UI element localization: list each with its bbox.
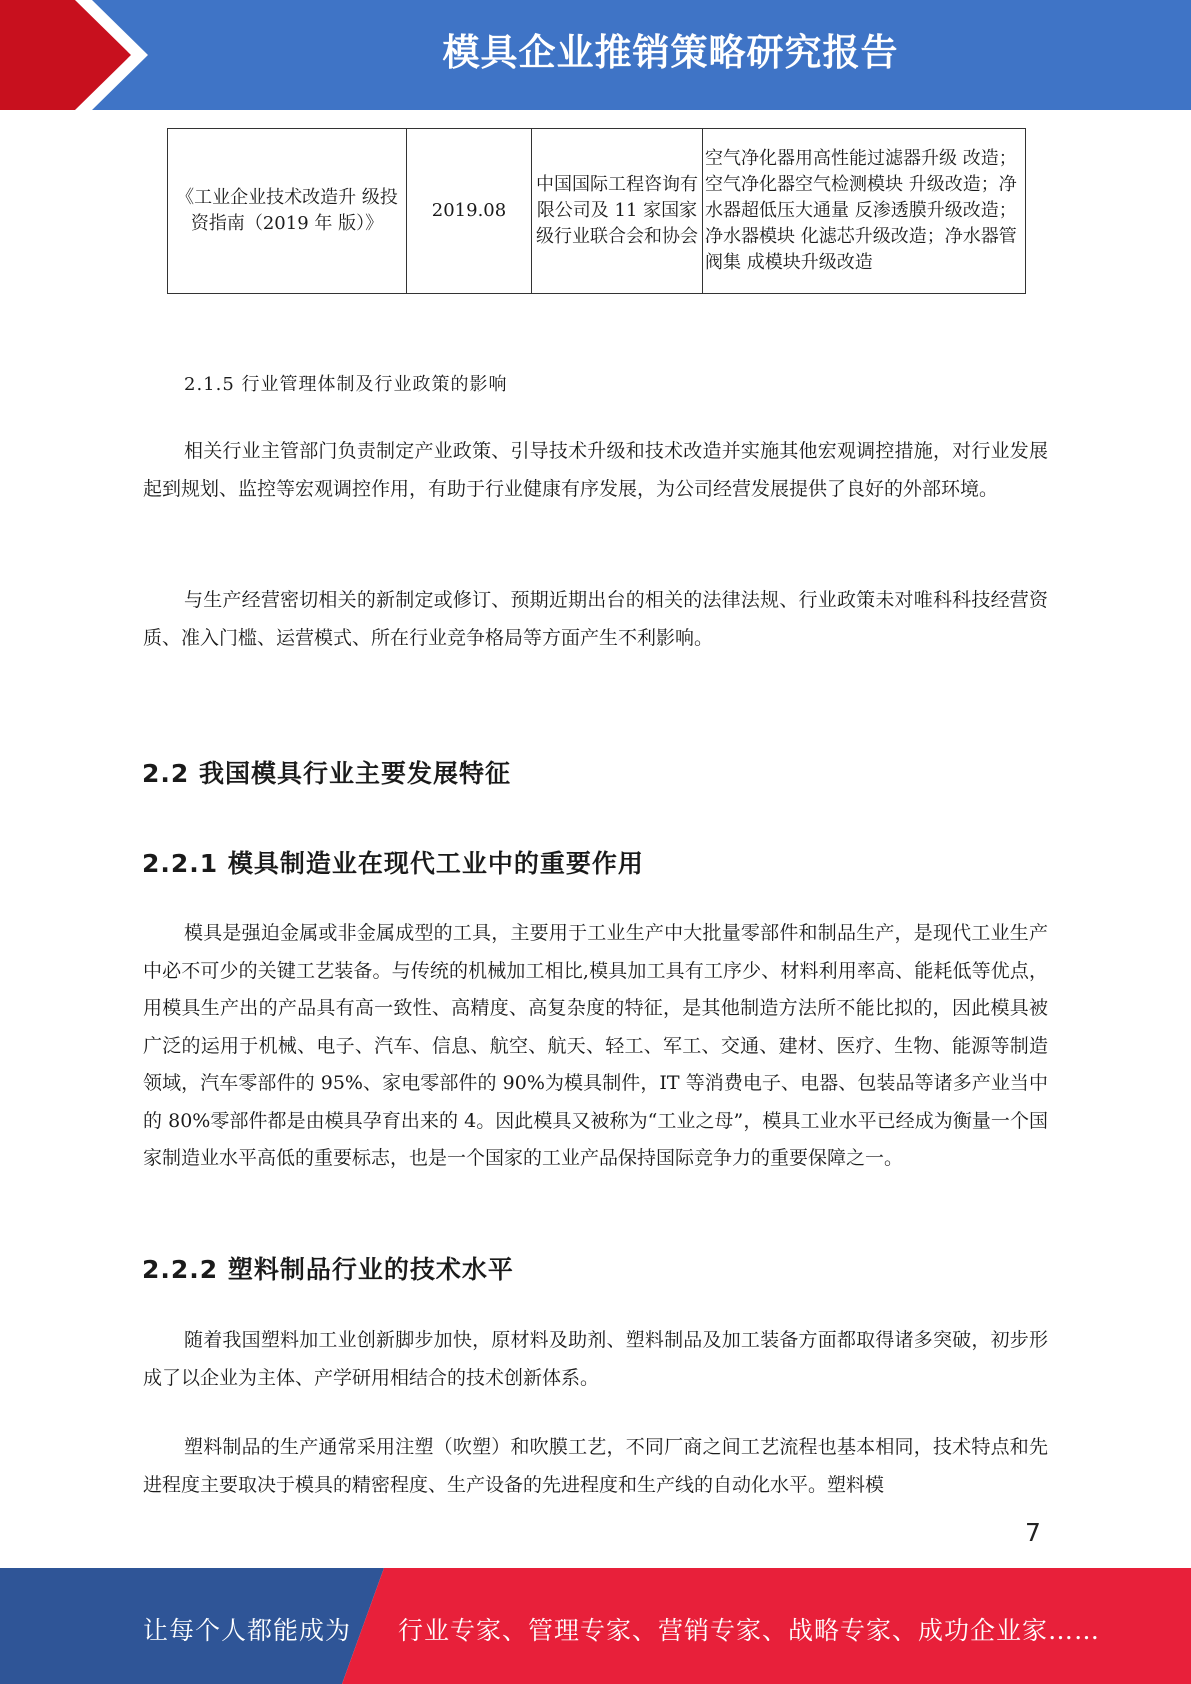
section-2-2-1-paragraph: 模具是强迫金属或非金属成型的工具，主要用于工业生产中大批量零部件和制品生产，是现代工业生产中必不可少的关键工艺装备。与传统的机械加工相比,模具加工具有工序少、材料利用率高、能耗低等优点，用模具生产出的产品具有高一致性、高精度、高复杂度的特征，是其他制造方法所不能比拟的，因此模具被广泛的运用于机械、电子、汽车、信息、航空、航天、轻工、军工、交通、建材、医疗、生物、能源等制造领域，汽车零部件的 95%、家电零部件的 90%为模具制件，IT 等消费电子、电器、包装品等诸多产业当中的 80%零部件都是由模具孕育出来的 4。因此模具又被称为“工业之母”，模具工业水平已经成为衡量一个国家制造业水平高低的重要标志，也是一个国家的工业产品保持国际竞争力的重要保障之一。 bbox=[143, 922, 1048, 1169]
document-title: 模具企业推销策略研究报告 bbox=[442, 31, 899, 74]
page-footer bbox=[0, 1568, 1191, 1684]
policy-table bbox=[167, 128, 1026, 294]
footer-slogan-left: 让每个人都能成为 bbox=[143, 1616, 352, 1645]
section-2-2-2-heading: 2.2.2 塑料制品行业的技术水平 bbox=[142, 1255, 514, 1284]
page-number: 7 bbox=[1025, 1518, 1041, 1547]
section-2-1-5-paragraph-2: 与生产经营密切相关的新制定或修订、预期近期出台的相关的法律法规、行业政策未对唯科科技经营资质、准入门槛、运营模式、所在行业竞争格局等方面产生不利影响。 bbox=[143, 589, 1048, 649]
footer-slogan-right: 行业专家、管理专家、营销专家、战略专家、成功企业家…… bbox=[398, 1616, 1101, 1645]
section-2-1-5-heading: 2.1.5 行业管理体制及行业政策的影响 bbox=[184, 374, 508, 395]
page-header bbox=[0, 0, 1191, 110]
policy-issuer-cell: 中国国际工程咨询有限公司及 11 家国家级行业联合会和协会 bbox=[532, 129, 703, 294]
section-2-2-heading: 2.2 我国模具行业主要发展特征 bbox=[142, 759, 511, 788]
section-2-2-1-heading: 2.2.1 模具制造业在现代工业中的重要作用 bbox=[142, 849, 644, 878]
section-2-1-5-paragraph-1: 相关行业主管部门负责制定产业政策、引导技术升级和技术改造并实施其他宏观调控措施，对行业发展起到规划、监控等宏观调控作用，有助于行业健康有序发展，为公司经营发展提供了良好的外部环境。 bbox=[143, 440, 1048, 500]
policy-date-cell: 2019.08 bbox=[407, 129, 532, 294]
policy-content-cell: 空气净化器用高性能过滤器升级 改造；空气净化器空气检测模块 升级改造；净水器超低压大通量 反渗透膜升级改造；净水器模块 化滤芯升级改造；净水器管阀集 成模块升级改造 bbox=[703, 129, 1026, 294]
section-2-2-2-paragraph-2: 塑料制品的生产通常采用注塑（吹塑）和吹膜工艺，不同厂商之间工艺流程也基本相同，技术特点和先进程度主要取决于模具的精密程度、生产设备的先进程度和生产线的自动化水平。塑料模 bbox=[143, 1436, 1048, 1496]
policy-name-cell: 《工业企业技术改造升 级投资指南（2019 年 版）》 bbox=[168, 129, 407, 294]
section-2-2-2-paragraph-1: 随着我国塑料加工业创新脚步加快，原材料及助剂、塑料制品及加工装备方面都取得诸多突破，初步形成了以企业为主体、产学研用相结合的技术创新体系。 bbox=[143, 1329, 1048, 1389]
table-row bbox=[168, 129, 1026, 294]
